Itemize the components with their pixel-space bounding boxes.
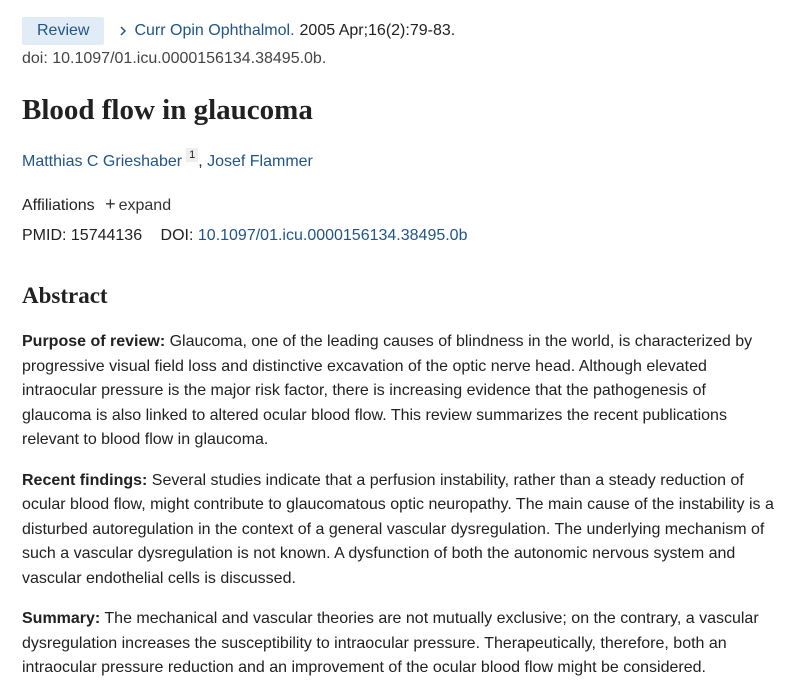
identifiers-row bbox=[22, 225, 782, 247]
expand-affiliations-button[interactable] bbox=[105, 194, 172, 214]
section-text: Glaucoma, one of the leading causes of blindness in the world, is characterized by progressive visual field loss and distinctive excavation of the optic nerve head. Although elevated intraocular pressure is the major risk factor, there is increasing evidence that the pathogenesis of glaucoma is also linked to altered ocular blood flow. This review summarizes the recent publications relevant to blood flow in glaucoma. bbox=[22, 333, 753, 449]
pmid-value: 15744136 bbox=[70, 227, 143, 244]
author-separator: , bbox=[198, 153, 208, 170]
affiliation-marker[interactable]: 1 bbox=[186, 148, 198, 162]
citation-details: 2005 Apr;16(2):79-83. bbox=[299, 22, 456, 39]
review-badge[interactable]: Review bbox=[22, 17, 104, 45]
section-label: Recent findings: bbox=[22, 471, 148, 489]
plus-icon: + bbox=[105, 194, 116, 214]
abstract-heading: Abstract bbox=[22, 283, 108, 308]
section-text: The mechanical and vascular theories are not mutually exclusive; on the contrary, a vascular dysregulation increases the susceptibility to intraocular pressure. Therapeutically, therefore, both an intraocular pressure reduction and an improvement of the ocular blood flow might be considered. bbox=[22, 610, 759, 677]
section-label: Purpose of review: bbox=[22, 333, 166, 351]
article-title: Blood flow in glaucoma bbox=[22, 94, 313, 126]
author-link-flammer[interactable]: Josef Flammer bbox=[207, 153, 313, 170]
journal-link[interactable]: Curr Opin Ophthalmol. bbox=[134, 22, 295, 39]
abstract-summary bbox=[22, 607, 774, 681]
doi-label: DOI: bbox=[160, 227, 194, 244]
section-text: Several studies indicate that a perfusion instability, rather than a steady reduction of ocular blood flow, might contribute to glaucomatous optic neuropathy. The main cause of the instability is a disturbed autoregulation in the context of a general vascular dysregulation. The underlying mechanism of such a vascular dysregulation is not known. A dysfunction of both the autonomic nervous system and vascular endothelial cells is discussed. bbox=[22, 471, 774, 587]
expand-label: expand bbox=[118, 197, 172, 214]
author-list bbox=[22, 151, 782, 173]
affiliations-row bbox=[22, 193, 782, 217]
doi-link[interactable]: 10.1097/01.icu.0000156134.38495.0b bbox=[197, 227, 468, 244]
section-label: Summary: bbox=[22, 610, 101, 628]
abstract-findings bbox=[22, 469, 774, 592]
author-link-grieshaber[interactable]: Matthias C Grieshaber bbox=[22, 153, 183, 170]
citation-line bbox=[22, 14, 782, 48]
citation-doi: doi: 10.1097/01.icu.0000156134.38495.0b. bbox=[22, 50, 327, 67]
chevron-right-icon bbox=[118, 26, 128, 36]
pmid-label: PMID: bbox=[22, 227, 67, 244]
affiliations-label: Affiliations bbox=[22, 197, 95, 214]
abstract-purpose bbox=[22, 330, 774, 453]
article-page bbox=[22, 14, 782, 697]
